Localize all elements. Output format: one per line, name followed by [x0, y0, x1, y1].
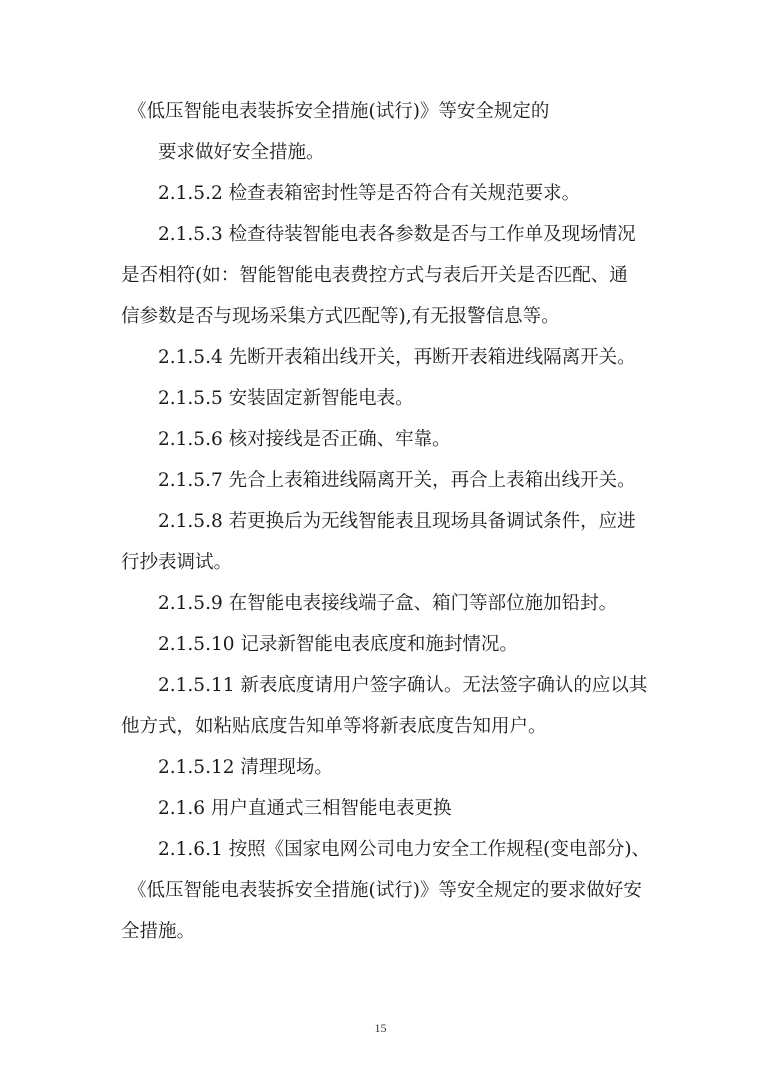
- text-line: 2.1.5.5 安装固定新智能电表。: [158, 388, 414, 409]
- text-line: 2.1.5.3 检查待装智能电表各参数是否与工作单及现场情况: [158, 224, 636, 245]
- text-line: 2.1.5.12 清理现场。: [158, 757, 333, 778]
- text-line: 2.1.5.8 若更换后为无线智能表且现场具备调试条件，应进: [158, 511, 636, 532]
- document-body: [121, 91, 651, 952]
- text-line: 2.1.5.4 先断开表箱出线开关，再断开表箱进线隔离开关。: [158, 347, 636, 368]
- text-line: 2.1.6.1 按照《国家电网公司电力安全工作规程(变电部分)、: [158, 839, 651, 860]
- section-heading: 2.1.6 用户直通式三相智能电表更换: [158, 798, 452, 819]
- text-line: 是否相符(如：智能智能电表费控方式与表后开关是否匹配、通: [121, 265, 628, 286]
- text-line: 2.1.5.9 在智能电表接线端子盒、箱门等部位施加铅封。: [158, 593, 618, 614]
- text-line: 2.1.5.6 核对接线是否正确、牢靠。: [158, 429, 451, 450]
- text-line: 2.1.5.2 检查表箱密封性等是否符合有关规范要求。: [158, 183, 581, 204]
- text-line: 《低压智能电表装拆安全措施(试行)》等安全规定的: [128, 101, 550, 122]
- text-line: 全措施。: [121, 921, 196, 942]
- text-line: 2.1.5.7 先合上表箱进线隔离开关，再合上表箱出线开关。: [158, 470, 636, 491]
- text-line: 要求做好安全措施。: [158, 142, 325, 163]
- page-number: 15: [374, 1021, 387, 1035]
- text-line: 信参数是否与现场采集方式匹配等),有无报警信息等。: [121, 306, 560, 327]
- text-line: 2.1.5.10 记录新智能电表底度和施封情况。: [158, 634, 518, 655]
- text-line: 行抄表调试。: [121, 552, 233, 573]
- text-line: 《低压智能电表装拆安全措施(试行)》等安全规定的要求做好安: [128, 880, 642, 901]
- text-line: 他方式，如粘贴底度告知单等将新表底度告知用户。: [121, 716, 547, 737]
- text-line: 2.1.5.11 新表底度请用户签字确认。无法签字确认的应以其: [158, 675, 648, 696]
